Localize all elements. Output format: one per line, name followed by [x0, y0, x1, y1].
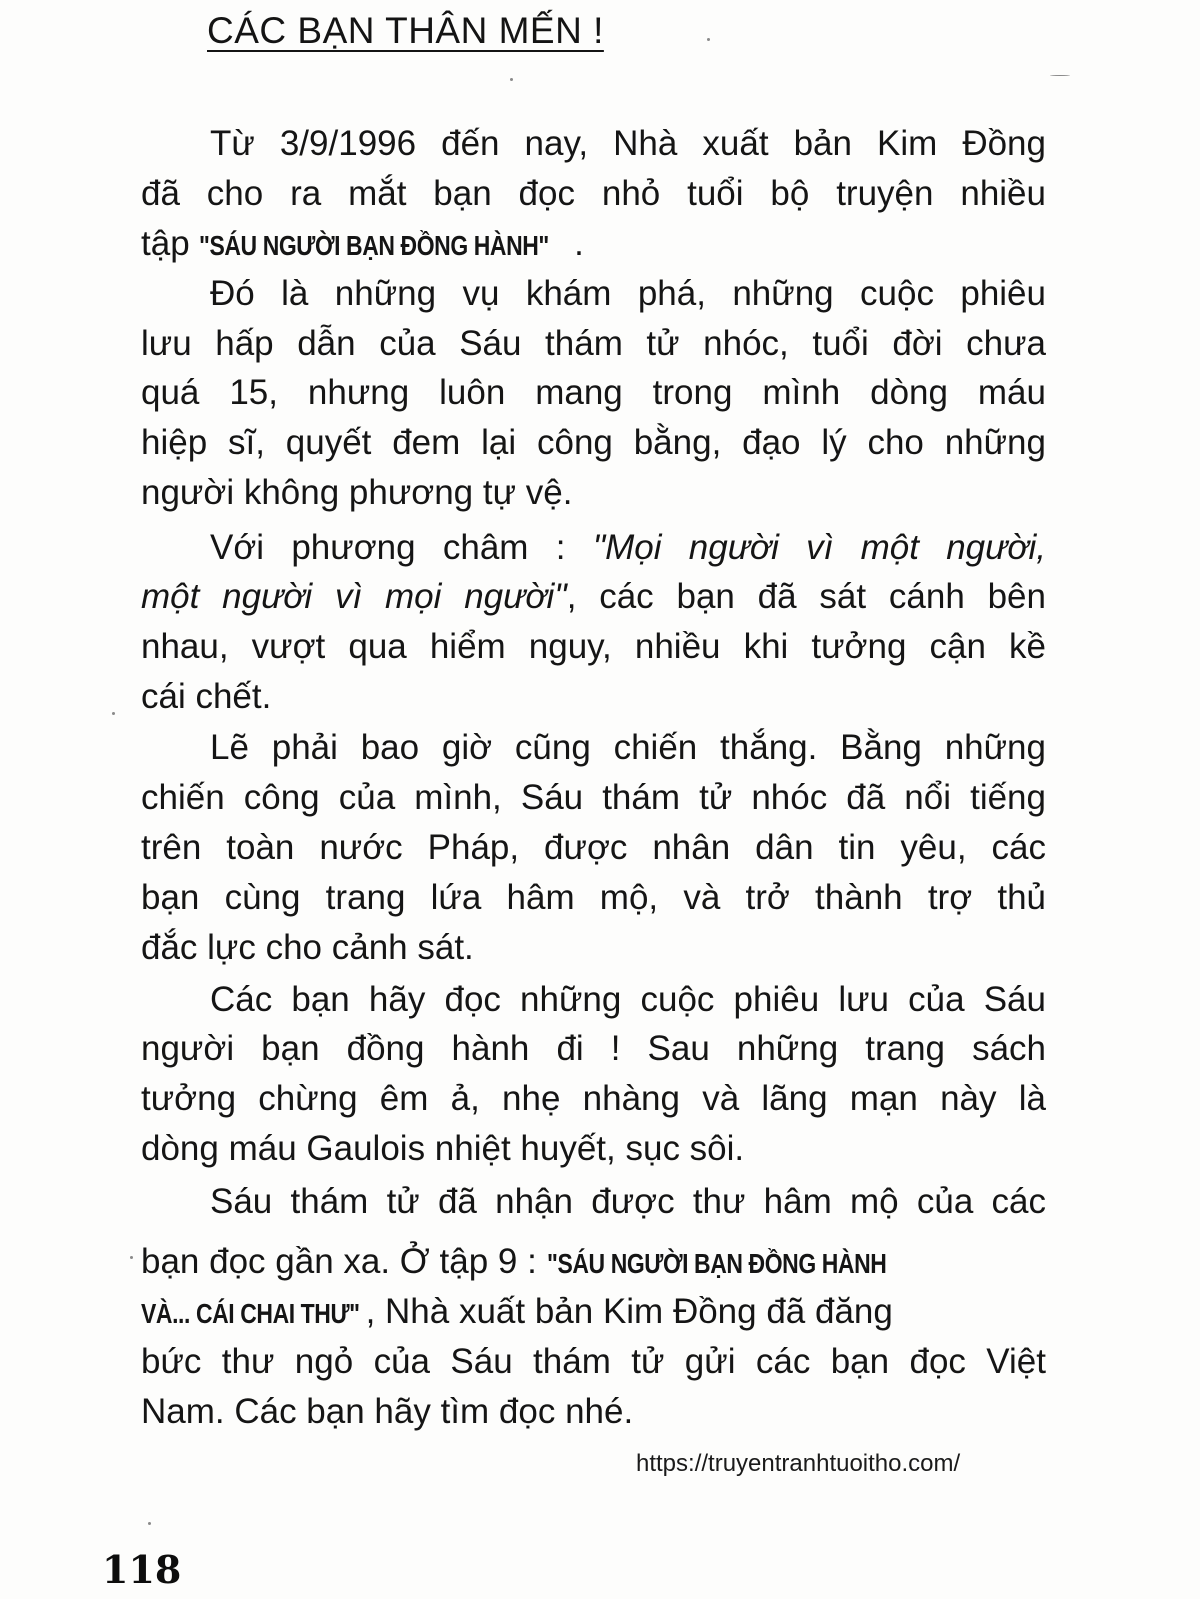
text: tập — [141, 224, 200, 263]
series-title: "SÁU NGƯỜI BẠN ĐỒNG HÀNH" — [199, 230, 550, 261]
page-number: 118 — [102, 1547, 182, 1592]
source-url-watermark: https://truyentranhtuoitho.com/ — [636, 1450, 961, 1477]
scan-speck — [130, 1256, 133, 1259]
paragraph-3-line-3: nhau, vượt qua hiểm nguy, nhiều khi tưởng cận kề — [141, 627, 1046, 666]
paragraph-5-line-1: Các bạn hãy đọc những cuộc phiêu lưu của Sáu — [210, 980, 1046, 1019]
text: , Nhà xuất bản Kim Đồng đã đăng — [365, 1292, 893, 1331]
scan-speck — [510, 78, 513, 81]
motto-quote: "Mọi người vì một người, — [592, 528, 1046, 567]
paragraph-3-line-4: cái chết. — [141, 677, 272, 716]
paragraph-3-line-1 — [210, 526, 1046, 570]
paragraph-5-line-4: dòng máu Gaulois nhiệt huyết, sục sôi. — [141, 1129, 745, 1168]
paragraph-5-line-3: tưởng chừng êm ả, nhẹ nhàng và lãng mạn này là — [141, 1079, 1046, 1118]
text: Với phương châm : — [210, 528, 593, 567]
scan-speck — [112, 712, 115, 715]
paragraph-6-line-1: Sáu thám tử đã nhận được thư hâm mộ của các — [210, 1182, 1046, 1221]
page-heading: CÁC BẠN THÂN MẾN ! — [207, 10, 604, 51]
scan-speck — [148, 1522, 151, 1525]
paragraph-6-line-2 — [141, 1240, 1046, 1286]
volume-title: "SÁU NGƯỜI BẠN ĐỒNG HÀNH — [546, 1248, 887, 1279]
paragraph-4-line-2: chiến công của mình, Sáu thám tử nhóc đã nổi tiếng — [141, 778, 1046, 817]
paragraph-4-line-3: trên toàn nước Pháp, được nhân dân tin yêu, các — [141, 828, 1046, 867]
paragraph-1-line-2: đã cho ra mắt bạn đọc nhỏ tuổi bộ truyện nhiều — [141, 174, 1046, 213]
paragraph-6-line-4: bức thư ngỏ của Sáu thám tử gửi các bạn đọc Việt — [141, 1342, 1046, 1381]
paragraph-2-line-1: Đó là những vụ khám phá, những cuộc phiêu — [210, 274, 1046, 313]
paragraph-2-line-2: lưu hấp dẫn của Sáu thám tử nhóc, tuổi đời chưa — [141, 324, 1046, 363]
paragraph-5-line-2: người bạn đồng hành đi ! Sau những trang sách — [141, 1029, 1046, 1068]
text: . — [574, 224, 584, 263]
text: bạn đọc gần xa. Ở tập 9 : — [141, 1242, 547, 1281]
paragraph-2-line-5: người không phương tự vệ. — [141, 473, 573, 512]
paragraph-1-line-3 — [141, 222, 1046, 268]
paragraph-4-line-4: bạn cùng trang lứa hâm mộ, và trở thành trợ thủ — [141, 878, 1046, 917]
paragraph-2-line-4: hiệp sĩ, quyết đem lại công bằng, đạo lý cho những — [141, 423, 1046, 462]
scan-speck — [1050, 75, 1070, 76]
motto-quote: một người vì mọi người" — [141, 577, 567, 616]
volume-title: VÀ... CÁI CHAI THƯ" — [141, 1298, 360, 1329]
paragraph-2-line-3: quá 15, nhưng luôn mang trong mình dòng máu — [141, 373, 1046, 412]
scan-speck — [707, 38, 710, 41]
paragraph-4-line-5: đắc lực cho cảnh sát. — [141, 928, 474, 967]
paragraph-1-line-1: Từ 3/9/1996 đến nay, Nhà xuất bản Kim Đồng — [210, 124, 1046, 163]
paragraph-6-line-5: Nam. Các bạn hãy tìm đọc nhé. — [141, 1392, 634, 1431]
paragraph-4-line-1: Lẽ phải bao giờ cũng chiến thắng. Bằng những — [210, 728, 1046, 767]
paragraph-3-line-2 — [141, 575, 1046, 619]
paragraph-6-line-3 — [141, 1290, 1046, 1336]
text: , các bạn đã sát cánh bên — [566, 577, 1046, 616]
